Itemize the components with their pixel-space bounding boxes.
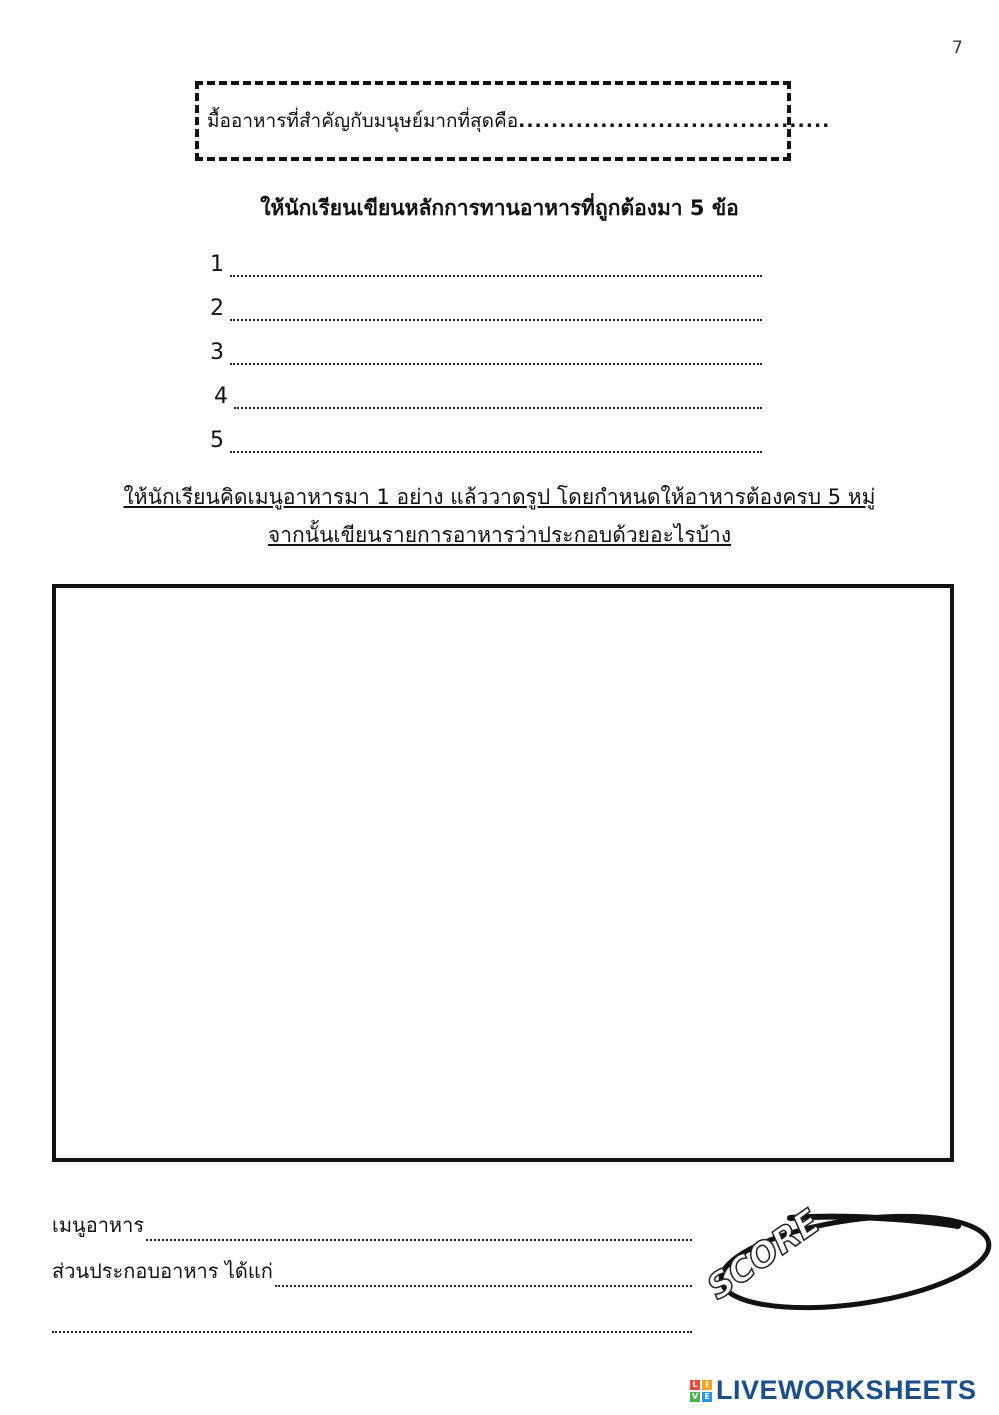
logo-text: LIVEWORKSHEETS (716, 1375, 977, 1405)
score-ellipse-icon (690, 1196, 980, 1316)
answer-number: 5 (210, 428, 224, 453)
answer-list (210, 233, 770, 453)
instruction-drawing-line-1: ให้นักเรียนคิดเมนูอาหารมา 1 อย่าง แล้ววาดรูป โดยกำหนดให้อาหารต้องครบ 5 หมู่ (123, 485, 876, 509)
menu-form (52, 1195, 692, 1333)
answer-row (210, 365, 770, 409)
answer-number: 1 (210, 252, 224, 277)
page-number: 7 (952, 38, 963, 58)
score-badge (690, 1196, 980, 1316)
liveworksheets-logo (690, 1375, 977, 1406)
answer-number: 2 (210, 296, 224, 321)
menu-label: เมนูอาหาร (52, 1213, 145, 1237)
logo-mark-v: V (691, 1391, 699, 1401)
question-answer-dots[interactable]: ...................................... (518, 110, 831, 132)
drawing-area[interactable] (52, 584, 954, 1162)
menu-row (52, 1195, 692, 1241)
logo-mark-i: I (702, 1380, 712, 1390)
answer-row (210, 277, 770, 321)
score-label: SCORE (699, 1201, 828, 1308)
question-text: มื้ออาหารที่สำคัญกับมนุษย์มากที่สุดคือ (207, 110, 519, 132)
answer-number: 4 (214, 384, 228, 409)
instruction-drawing (0, 478, 999, 554)
ingredients-row (52, 1241, 692, 1287)
extra-row (52, 1287, 692, 1333)
instruction-drawing-line-2: จากนั้นเขียนรายการอาหารว่าประกอบด้วยอะไรบ้าง (267, 523, 732, 547)
logo-mark-icon (690, 1380, 712, 1402)
answer-row (210, 233, 770, 277)
instruction-principles: ให้นักเรียนเขียนหลักการทานอาหารที่ถูกต้องมา 5 ข้อ (260, 196, 739, 220)
logo-mark-e: E (702, 1392, 712, 1402)
answer-row (210, 409, 770, 453)
answer-row (210, 321, 770, 365)
answer-number: 3 (210, 340, 224, 365)
question-box (195, 81, 831, 161)
ingredients-answer-line[interactable] (275, 1267, 692, 1287)
answer-line-4[interactable] (234, 387, 762, 409)
answer-line-3[interactable] (230, 343, 762, 365)
ingredients-label: ส่วนประกอบอาหาร ได้แก่ (52, 1259, 273, 1283)
answer-line-5[interactable] (230, 431, 762, 453)
logo-mark-l: L (690, 1380, 700, 1390)
answer-line-2[interactable] (230, 299, 762, 321)
answer-line-1[interactable] (230, 255, 762, 277)
extra-answer-line[interactable] (52, 1313, 692, 1333)
menu-answer-line[interactable] (146, 1221, 692, 1241)
